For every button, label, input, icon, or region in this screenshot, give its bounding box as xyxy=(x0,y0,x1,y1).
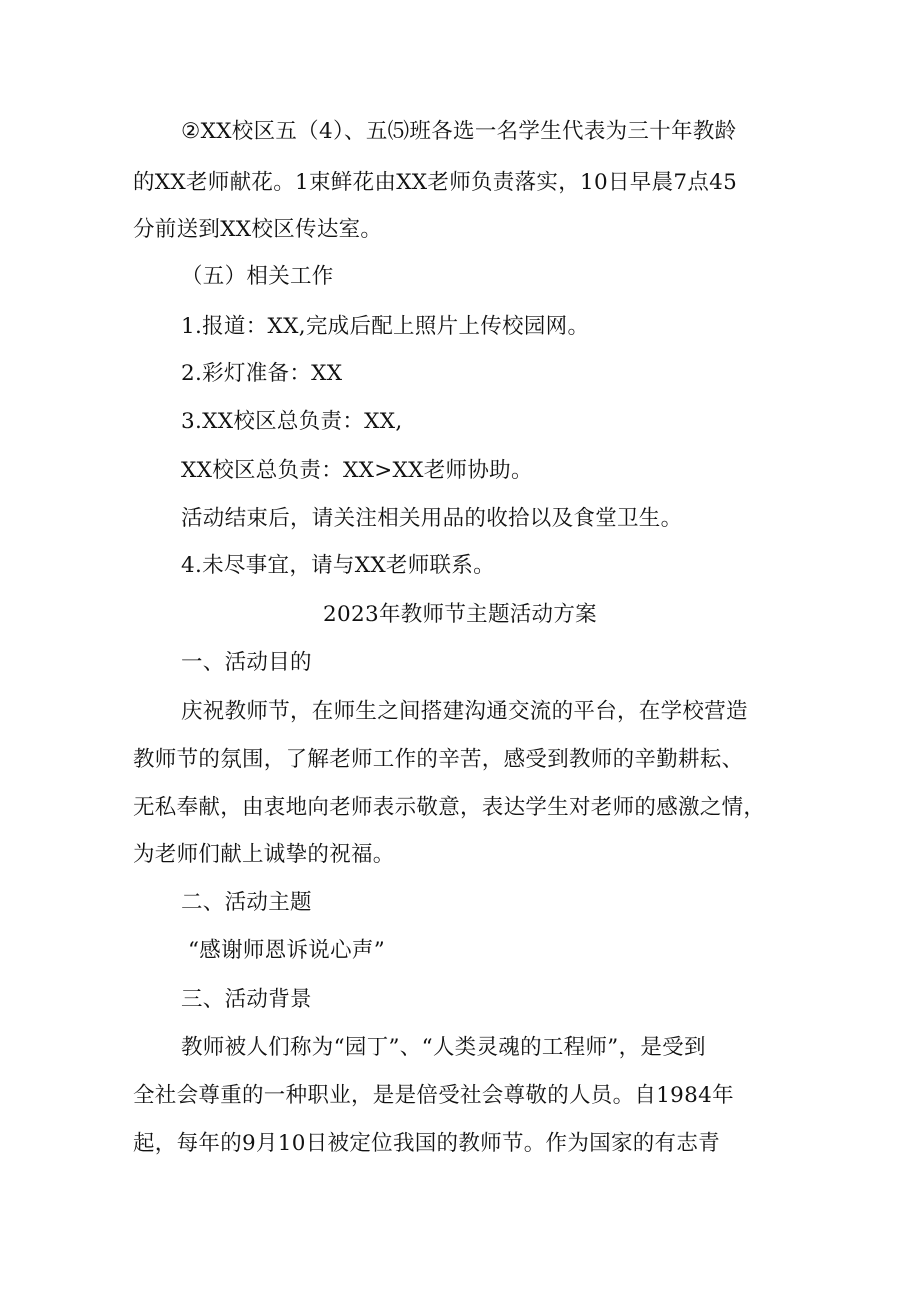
theme-quote: “感谢师恩诉说心声” xyxy=(188,938,385,963)
list-item: 活动结束后，请关注相关用品的收拾以及食堂卫生。 xyxy=(181,506,683,531)
body-line: 庆祝教师节，在师生之间搭建沟通交流的平台，在学校营造 xyxy=(181,699,748,724)
body-line: 全社会尊重的一种职业，是是倍受社会尊敬的人员。自1984年 xyxy=(133,1083,734,1108)
body-line: 的XX老师献花。1束鲜花由XX老师负责落实，10日早晨7点45 xyxy=(133,170,738,195)
section-heading: 二、活动主题 xyxy=(181,890,312,915)
body-line: ②XX校区五（4）、五⑸班各选一名学生代表为三十年教龄 xyxy=(181,119,737,144)
body-line: 无私奉献，由衷地向老师表示敬意，表达学生对老师的感激之情， xyxy=(133,795,766,820)
list-item: XX校区总负责：XX>XX老师协助。 xyxy=(181,458,533,483)
section-heading: 一、活动目的 xyxy=(181,650,312,675)
list-item: 3.XX校区总负责：XX, xyxy=(181,409,403,434)
list-item: 2.彩灯准备：XX xyxy=(181,361,343,386)
section-heading: （五）相关工作 xyxy=(181,264,334,289)
body-line: 教师被人们称为“园丁”、“人类灵魂的工程师”，是受到 xyxy=(181,1035,706,1060)
body-line: 起，每年的9月10日被定位我国的教师节。作为国家的有志青 xyxy=(133,1131,720,1156)
section-heading: 三、活动背景 xyxy=(181,987,312,1012)
body-line: 教师节的氛围，了解老师工作的辛苦，感受到教师的辛勤耕耘、 xyxy=(133,747,744,772)
body-line: 为老师们献上诚挚的祝福。 xyxy=(133,842,395,867)
document-title: 2023年教师节主题活动方案 xyxy=(323,602,597,627)
body-line: 分前送到XX校区传达室。 xyxy=(133,217,383,242)
list-item: 1.报道：XX,完成后配上照片上传校园网。 xyxy=(181,314,590,339)
list-item: 4.未尽事宜，请与XX老师联系。 xyxy=(181,553,495,578)
